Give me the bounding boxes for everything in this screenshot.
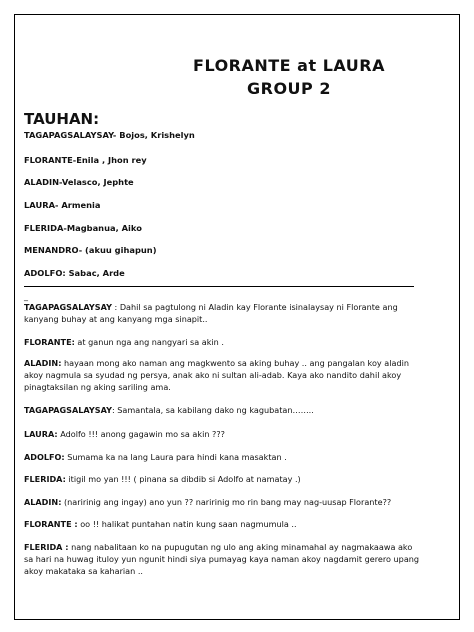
speaker-name: FLERIDA:: [24, 474, 66, 484]
dialogue-text: nang nabalitaan ko na pupugutan ng ulo ang aking minamahal ay nagmakaawa ako sa hari na huwag ituloy yun ngunit hindi siya pumayag kaya naman akoy nagdamit gerero upang akoy makataka sa kaharian ..: [24, 542, 420, 576]
speaker-name: LAURA:: [24, 429, 58, 439]
cast-item: ADOLFO: Sabac, Arde: [24, 268, 125, 278]
cast-item: MENANDRO- (akuu gihapun): [24, 245, 157, 255]
speaker-name: ALADIN:: [24, 358, 62, 368]
cast-heading: TAUHAN:: [24, 110, 100, 128]
dialogue-text: : Samantala, sa kabilang dako ng kagubatan……..: [111, 405, 314, 415]
dialogue-line: [24, 357, 424, 393]
dialogue-line: [24, 473, 424, 485]
document-title: FLORANTE at LAURA: [193, 56, 385, 75]
dialogue-text: Adolfo !!! anong gagawin mo sa akin ???: [57, 429, 225, 439]
dialogue-line: [24, 541, 424, 577]
dialogue-line: [24, 301, 424, 325]
dialogue-text: at ganun nga ang nangyari sa akin .: [74, 337, 224, 347]
document-subtitle: GROUP 2: [247, 79, 331, 98]
dialogue-line: [24, 404, 424, 416]
cast-item: FLORANTE-Enila , Jhon rey: [24, 155, 147, 165]
speaker-name: FLERIDA :: [24, 542, 69, 552]
cast-item: ALADIN-Velasco, Jephte: [24, 177, 134, 187]
speaker-name: FLORANTE:: [24, 337, 75, 347]
dialogue-text: : Dahil sa pagtulong ni Aladin kay Florante isinalaysay ni Florante ang kanyang buhay at ang kanyang mga sinapit..: [24, 302, 398, 324]
dialogue-text: itigil mo yan !!! ( pinana sa dibdib si Adolfo at namatay .): [65, 474, 301, 484]
cast-item: FLERIDA-Magbanua, Aiko: [24, 223, 142, 233]
dialogue-line: [24, 518, 424, 530]
dialogue-line: [24, 336, 424, 348]
dialogue-text: oo !! halikat puntahan natin kung saan nagmumula ..: [77, 519, 297, 529]
speaker-name: TAGAPAGSALAYSAY: [24, 302, 112, 312]
dialogue-text: Sumama ka na lang Laura para hindi kana masaktan .: [64, 452, 287, 462]
dash-mark: _: [24, 292, 28, 301]
dialogue-line: [24, 428, 424, 440]
dialogue-line: [24, 496, 424, 508]
dialogue-text: (naririnig ang ingay) ano yun ?? naririnig mo rin bang may nag-uusap Florante??: [61, 497, 392, 507]
divider-line: [24, 286, 414, 287]
dialogue-line: [24, 451, 424, 463]
cast-item: TAGAPAGSALAYSAY- Bojos, Krishelyn: [24, 130, 195, 140]
speaker-name: FLORANTE :: [24, 519, 78, 529]
speaker-name: ALADIN:: [24, 497, 62, 507]
speaker-name: TAGAPAGSALAYSAY: [24, 405, 112, 415]
cast-item: LAURA- Armenia: [24, 200, 101, 210]
speaker-name: ADOLFO:: [24, 452, 65, 462]
dialogue-text: hayaan mong ako naman ang magkwento sa aking buhay .. ang pangalan koy aladin akoy nagmula sa syudad ng persya, anak ako ni sultan ali-adab. Kaya ako nandito dahil akoy pinagtaksilan ng aking sariling ama.: [24, 358, 409, 392]
